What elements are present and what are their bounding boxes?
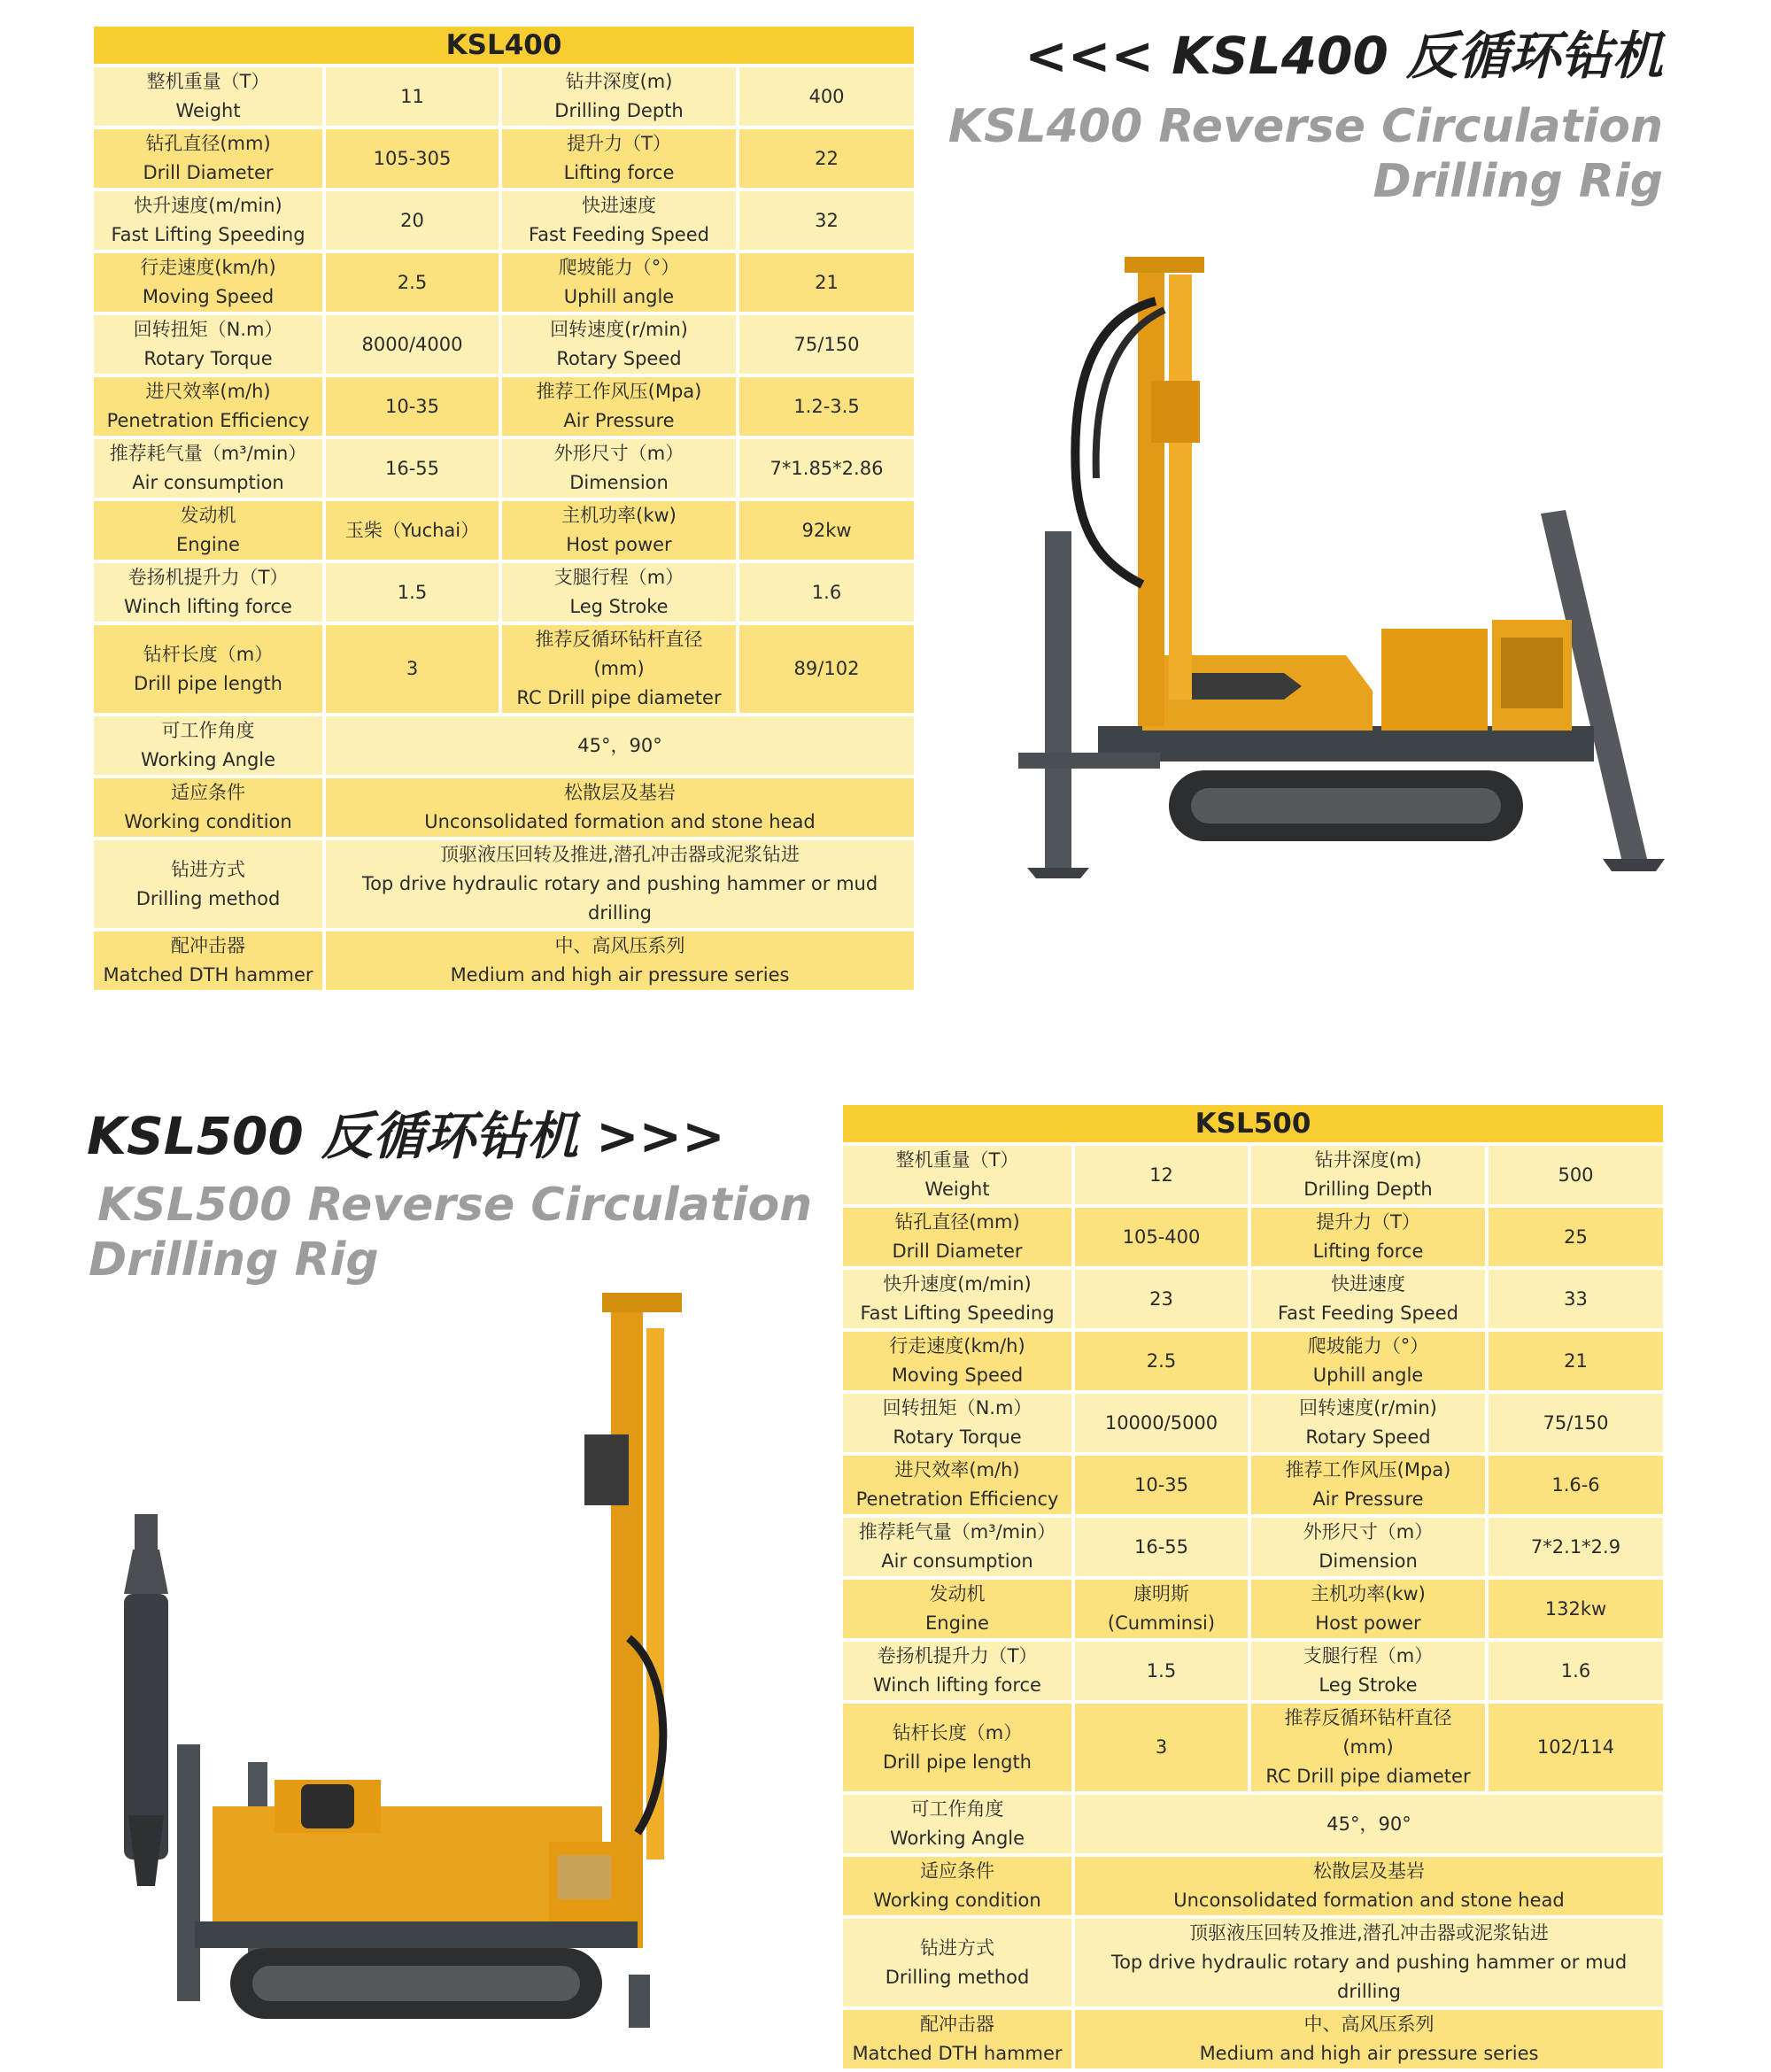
spec-label-zh: 钻进方式 — [920, 1937, 994, 1959]
spec-value: 1.5 — [1075, 1642, 1248, 1700]
spec-label — [94, 67, 322, 126]
spec-value-en: Top drive hydraulic rotary and pushing hammer or mud drilling — [361, 873, 878, 924]
spec-label-zh: 回转扭矩（N.m） — [133, 319, 283, 340]
spec-label-en: Host power — [1315, 1612, 1421, 1634]
table-row — [94, 191, 914, 250]
spec-label — [94, 778, 322, 837]
spec-label-en: Matched DTH hammer — [103, 964, 313, 986]
spec-value: 1.2-3.5 — [739, 377, 914, 436]
spec-label — [94, 563, 322, 622]
spec-label-zh: 推荐反循环钻杆直径 — [1284, 1707, 1452, 1728]
table-row — [94, 439, 914, 498]
table-row — [94, 778, 914, 837]
spec-label-zh: 回转扭矩（N.m） — [882, 1397, 1032, 1419]
spec-label-zh: 钻井深度(m) — [1314, 1149, 1422, 1171]
spec-label-zh: 钻杆长度（m） — [143, 643, 274, 665]
table-row — [843, 1208, 1663, 1266]
spec-label-en: Fast Lifting Speeding — [111, 224, 305, 245]
table-row — [94, 625, 914, 713]
spec-label-zh: 配冲击器 — [920, 2014, 994, 2035]
spec-label-zh: 进尺效率(m/h) — [894, 1459, 1020, 1481]
ksl500-rig-image — [89, 1284, 744, 2045]
spec-label — [1251, 1704, 1485, 1791]
spec-label-en: Working Angle — [889, 1828, 1025, 1849]
table-row — [843, 2010, 1663, 2068]
spec-label-zh: 钻井深度(m) — [565, 71, 673, 92]
spec-value-zh: 中、高风压系列 — [1303, 2014, 1435, 2035]
spec-value: 2.5 — [1075, 1332, 1248, 1390]
table-row — [94, 315, 914, 374]
ksl400-heading — [1025, 14, 1663, 89]
spec-label-en: Host power — [566, 534, 672, 555]
spec-label-zh: 可工作角度 — [910, 1798, 1004, 1820]
spec-label — [94, 377, 322, 436]
spec-label — [1251, 1146, 1485, 1204]
spec-value-zh: 中、高风压系列 — [554, 935, 685, 956]
spec-label — [1251, 1208, 1485, 1266]
spec-value: 康明斯 (Cumminsi) — [1075, 1580, 1248, 1638]
spec-label-en: Penetration Efficiency — [855, 1488, 1059, 1510]
spec-value: 16-55 — [326, 439, 499, 498]
spec-label — [94, 625, 322, 713]
spec-value-en: 45°，90° — [1326, 1813, 1411, 1835]
spec-label — [843, 1208, 1071, 1266]
spec-wide-value — [1075, 1919, 1663, 2006]
table-row — [94, 840, 914, 928]
spec-value-zh: 松散层及基岩 — [564, 782, 676, 803]
spec-label — [843, 1146, 1071, 1204]
spec-label-zh: 发动机 — [180, 505, 236, 526]
spec-label-en: Engine — [176, 534, 240, 555]
spec-wide-value — [1075, 2010, 1663, 2068]
spec-value: 92kw — [739, 501, 914, 560]
table-row — [843, 1146, 1663, 1204]
spec-label — [1251, 1456, 1485, 1514]
spec-value: 3 — [326, 625, 499, 713]
spec-label-en: Rotary Torque — [143, 348, 273, 369]
ksl500-heading — [87, 1094, 725, 1169]
table-row — [94, 932, 914, 990]
spec-label-zh: 卷扬机提升力（T） — [877, 1645, 1038, 1666]
spec-label-en: Air consumption — [132, 472, 284, 493]
spec-label-zh: 适应条件 — [171, 782, 245, 803]
spec-value: 75/150 — [1489, 1394, 1663, 1452]
spec-label — [502, 625, 736, 713]
spec-value: 1.6 — [1489, 1642, 1663, 1700]
table-row — [94, 716, 914, 775]
spec-label-en: Leg Stroke — [569, 596, 669, 617]
table-row — [843, 1642, 1663, 1700]
spec-label — [843, 1642, 1071, 1700]
spec-label — [94, 191, 322, 250]
spec-value: 89/102 — [739, 625, 914, 713]
spec-label — [1251, 1332, 1485, 1390]
spec-label-zh: 爬坡能力（°） — [1307, 1335, 1429, 1357]
spec-wide-value — [1075, 1857, 1663, 1915]
spec-label — [843, 1704, 1071, 1791]
spec-label-en: Drill pipe length — [882, 1751, 1032, 1773]
spec-label-zh: 推荐耗气量（m³/min） — [109, 443, 307, 464]
spec-label-zh: 可工作角度 — [161, 720, 255, 741]
spec-label — [94, 439, 322, 498]
table-row — [94, 129, 914, 188]
spec-label-en: Matched DTH hammer — [852, 2043, 1063, 2064]
spec-label-zh: 发动机 — [929, 1583, 986, 1604]
spec-label-en: Dimension — [569, 472, 669, 493]
table-row — [94, 377, 914, 436]
spec-value-zh: 松散层及基岩 — [1313, 1860, 1425, 1882]
spec-value: 12 — [1075, 1146, 1248, 1204]
spec-value: 1.6 — [739, 563, 914, 622]
spec-value: 23 — [1075, 1270, 1248, 1328]
table-row — [843, 1795, 1663, 1853]
spec-label-zh: 快进速度 — [1331, 1273, 1405, 1295]
spec-label-en: Fast Lifting Speeding — [860, 1303, 1055, 1324]
spec-label — [843, 1795, 1071, 1853]
spec-label-zh: 快进速度 — [582, 195, 656, 216]
spec-label-en: RC Drill pipe diameter — [1265, 1766, 1471, 1787]
table-row — [94, 67, 914, 126]
spec-label-en: Moving Speed — [891, 1365, 1024, 1386]
spec-value-en: Unconsolidated formation and stone head — [1173, 1890, 1565, 1911]
ksl500-subtitle — [89, 1178, 812, 1287]
spec-label — [843, 1270, 1071, 1328]
spec-value: 20 — [326, 191, 499, 250]
ksl500-table-title: KSL500 — [843, 1105, 1663, 1142]
table-row — [843, 1456, 1663, 1514]
spec-label — [94, 716, 322, 775]
spec-label-zh: 适应条件 — [920, 1860, 994, 1882]
spec-value-zh: 顶驱液压回转及推进,潜孔冲击器或泥浆钻进 — [1189, 1922, 1549, 1944]
spec-value: 10-35 — [326, 377, 499, 436]
spec-label-zh: 整机重量（T） — [146, 71, 270, 92]
spec-label — [94, 501, 322, 560]
spec-label-zh: 配冲击器 — [171, 935, 245, 956]
spec-label-en: Moving Speed — [142, 286, 275, 307]
spec-label — [94, 129, 322, 188]
spec-label-en: Drilling method — [135, 887, 281, 909]
spec-label-en: Engine — [925, 1612, 989, 1634]
spec-label-en: Penetration Efficiency — [106, 410, 310, 431]
spec-label-zh: 快升速度(m/min) — [134, 195, 282, 216]
spec-label-en: Lifting force — [1312, 1241, 1424, 1262]
spec-label-en: Lifting force — [563, 162, 675, 183]
table-row — [843, 1704, 1663, 1791]
spec-label-zh: 钻进方式 — [171, 858, 245, 880]
spec-label-zh: 进尺效率(m/h) — [145, 381, 271, 402]
spec-label-en: Drilling Depth — [554, 100, 684, 121]
spec-label — [843, 1518, 1071, 1576]
table-row — [94, 253, 914, 312]
spec-label — [502, 67, 736, 126]
ksl500-heading-arrows: >>> — [595, 1106, 725, 1166]
spec-label-zh: 行走速度(km/h) — [889, 1335, 1025, 1357]
spec-label-zh: 主机功率(kw) — [1311, 1583, 1426, 1604]
spec-label-zh: 提升力（T） — [1316, 1211, 1420, 1233]
spec-value: 2.5 — [326, 253, 499, 312]
spec-value: 75/150 — [739, 315, 914, 374]
spec-label-en: Drilling Depth — [1303, 1179, 1433, 1200]
spec-label-en: Working condition — [873, 1890, 1041, 1911]
spec-label-en: Drill Diameter — [143, 162, 274, 183]
spec-label-en: Rotary Torque — [893, 1426, 1022, 1448]
spec-wide-value — [1075, 1795, 1663, 1853]
spec-label-zh: 推荐反循环钻杆直径 — [535, 629, 703, 650]
spec-label — [1251, 1518, 1485, 1576]
spec-label-zh: 钻孔直径(mm) — [894, 1211, 1020, 1233]
spec-label-zh: 行走速度(km/h) — [140, 257, 276, 278]
spec-label-zh: 提升力（T） — [567, 133, 671, 154]
spec-label-zh: 快升速度(m/min) — [883, 1273, 1032, 1295]
ksl400-heading-arrows: <<< — [1025, 26, 1155, 86]
ksl500-subtitle-line1: KSL500 Reverse Circulation — [97, 1179, 813, 1232]
spec-label-en: Drill Diameter — [892, 1241, 1023, 1262]
spec-label-zh: 钻杆长度（m） — [892, 1721, 1023, 1743]
spec-label — [843, 1919, 1071, 2006]
spec-label-zh: 卷扬机提升力（T） — [128, 567, 289, 588]
spec-label — [843, 2010, 1071, 2068]
spec-label-zh: 外形尺寸（m） — [553, 443, 684, 464]
spec-value: 玉柴（Yuchai） — [326, 501, 499, 560]
spec-value: 400 — [739, 67, 914, 126]
spec-label — [843, 1857, 1071, 1915]
spec-label-en: Dimension — [1319, 1550, 1418, 1572]
spec-label-zh: 整机重量（T） — [895, 1149, 1019, 1171]
ksl400-table-title: KSL400 — [94, 27, 914, 64]
spec-label-unit: (mm) — [593, 658, 645, 679]
spec-label — [94, 932, 322, 990]
spec-label — [502, 253, 736, 312]
spec-value: 1.6-6 — [1489, 1456, 1663, 1514]
spec-value: 21 — [739, 253, 914, 312]
spec-label-en: Working condition — [124, 811, 292, 832]
spec-wide-value — [326, 840, 914, 928]
spec-value: 7*1.85*2.86 — [739, 439, 914, 498]
spec-value-en: Unconsolidated formation and stone head — [424, 811, 816, 832]
table-row — [94, 501, 914, 560]
spec-value: 22 — [739, 129, 914, 188]
spec-label-en: Drill pipe length — [133, 672, 282, 694]
spec-value: 10000/5000 — [1075, 1394, 1248, 1452]
table-row — [843, 1580, 1663, 1638]
spec-label-en: Rotary Speed — [556, 348, 682, 369]
spec-label — [843, 1332, 1071, 1390]
spec-label-en: Drilling method — [885, 1966, 1030, 1988]
spec-value: 16-55 — [1075, 1518, 1248, 1576]
spec-value: 10-35 — [1075, 1456, 1248, 1514]
spec-label — [94, 253, 322, 312]
spec-value-en: Top drive hydraulic rotary and pushing hammer or mud drilling — [1110, 1952, 1628, 2002]
spec-value-zh: 顶驱液压回转及推进,潜孔冲击器或泥浆钻进 — [440, 844, 800, 865]
spec-label-en: Leg Stroke — [1319, 1674, 1418, 1696]
spec-value: 105-305 — [326, 129, 499, 188]
spec-value: 21 — [1489, 1332, 1663, 1390]
spec-label — [94, 840, 322, 928]
spec-label-unit: (mm) — [1342, 1736, 1394, 1758]
spec-label-en: Uphill angle — [1312, 1365, 1424, 1386]
spec-value: 11 — [326, 67, 499, 126]
spec-label-zh: 外形尺寸（m） — [1303, 1521, 1434, 1542]
spec-label — [502, 377, 736, 436]
spec-label — [502, 501, 736, 560]
spec-label — [843, 1580, 1071, 1638]
spec-value: 7*2.1*2.9 — [1489, 1518, 1663, 1576]
spec-label-en: Working Angle — [140, 749, 276, 770]
spec-label-en: Weight — [175, 100, 241, 121]
ksl400-heading-text: KSL400 反循环钻机 — [1172, 26, 1663, 86]
spec-value: 105-400 — [1075, 1208, 1248, 1266]
spec-value: 3 — [1075, 1704, 1248, 1791]
spec-label-zh: 推荐工作风压(Mpa) — [1285, 1459, 1451, 1481]
spec-label-zh: 回转速度(r/min) — [550, 319, 688, 340]
ksl400-subtitle-line2: Drilling Rig — [1373, 155, 1663, 208]
spec-value-en: Medium and high air pressure series — [450, 964, 790, 986]
spec-label-en: RC Drill pipe diameter — [516, 687, 722, 708]
spec-value: 102/114 — [1489, 1704, 1663, 1791]
spec-label — [94, 315, 322, 374]
table-row — [843, 1518, 1663, 1576]
spec-value: 8000/4000 — [326, 315, 499, 374]
spec-value: 1.5 — [326, 563, 499, 622]
spec-wide-value — [326, 716, 914, 775]
spec-label-zh: 钻孔直径(mm) — [145, 133, 271, 154]
spec-value: 132kw — [1489, 1580, 1663, 1638]
spec-value: 500 — [1489, 1146, 1663, 1204]
spec-label-en: Uphill angle — [563, 286, 675, 307]
spec-label-en: Air Pressure — [563, 410, 675, 431]
table-row — [94, 563, 914, 622]
spec-label — [1251, 1642, 1485, 1700]
spec-label — [502, 563, 736, 622]
ksl400-subtitle — [948, 99, 1663, 209]
spec-wide-value — [326, 778, 914, 837]
spec-value: 32 — [739, 191, 914, 250]
table-row — [843, 1270, 1663, 1328]
spec-label — [502, 439, 736, 498]
spec-label — [1251, 1394, 1485, 1452]
ksl500-subtitle-line2: Drilling Rig — [89, 1233, 379, 1287]
spec-label-en: Fast Feeding Speed — [1278, 1303, 1458, 1324]
spec-label — [502, 315, 736, 374]
ksl400-rig-image — [992, 248, 1665, 894]
spec-label-en: Winch lifting force — [124, 596, 292, 617]
spec-wide-value — [326, 932, 914, 990]
spec-label-en: Winch lifting force — [873, 1674, 1041, 1696]
spec-label-en: Weight — [924, 1179, 990, 1200]
spec-label-zh: 爬坡能力（°） — [558, 257, 680, 278]
spec-label — [843, 1456, 1071, 1514]
ksl400-subtitle-line1: KSL400 Reverse Circulation — [947, 100, 1663, 153]
spec-label-en: Fast Feeding Speed — [529, 224, 709, 245]
ksl400-spec-table — [90, 23, 917, 993]
spec-label-en: Rotary Speed — [1305, 1426, 1431, 1448]
table-row — [843, 1857, 1663, 1915]
spec-label — [502, 191, 736, 250]
spec-value: 25 — [1489, 1208, 1663, 1266]
spec-label — [843, 1394, 1071, 1452]
spec-label-en: Air Pressure — [1312, 1488, 1424, 1510]
table-row — [843, 1919, 1663, 2006]
spec-label — [1251, 1270, 1485, 1328]
spec-label-en: Air consumption — [881, 1550, 1033, 1572]
table-row — [843, 1394, 1663, 1452]
spec-label — [502, 129, 736, 188]
table-row — [843, 1332, 1663, 1390]
ksl500-spec-table — [839, 1102, 1667, 2072]
spec-label-zh: 推荐耗气量（m³/min） — [858, 1521, 1056, 1542]
ksl500-heading-text: KSL500 反循环钻机 — [87, 1106, 578, 1166]
spec-value: 33 — [1489, 1270, 1663, 1328]
spec-label-zh: 主机功率(kw) — [561, 505, 677, 526]
spec-label — [1251, 1580, 1485, 1638]
spec-label-zh: 支腿行程（m） — [1303, 1645, 1434, 1666]
spec-value-en: 45°，90° — [577, 734, 662, 756]
spec-value-en: Medium and high air pressure series — [1199, 2043, 1539, 2064]
spec-label-zh: 支腿行程（m） — [553, 567, 684, 588]
spec-label-zh: 推荐工作风压(Mpa) — [536, 381, 702, 402]
spec-label-zh: 回转速度(r/min) — [1299, 1397, 1437, 1419]
